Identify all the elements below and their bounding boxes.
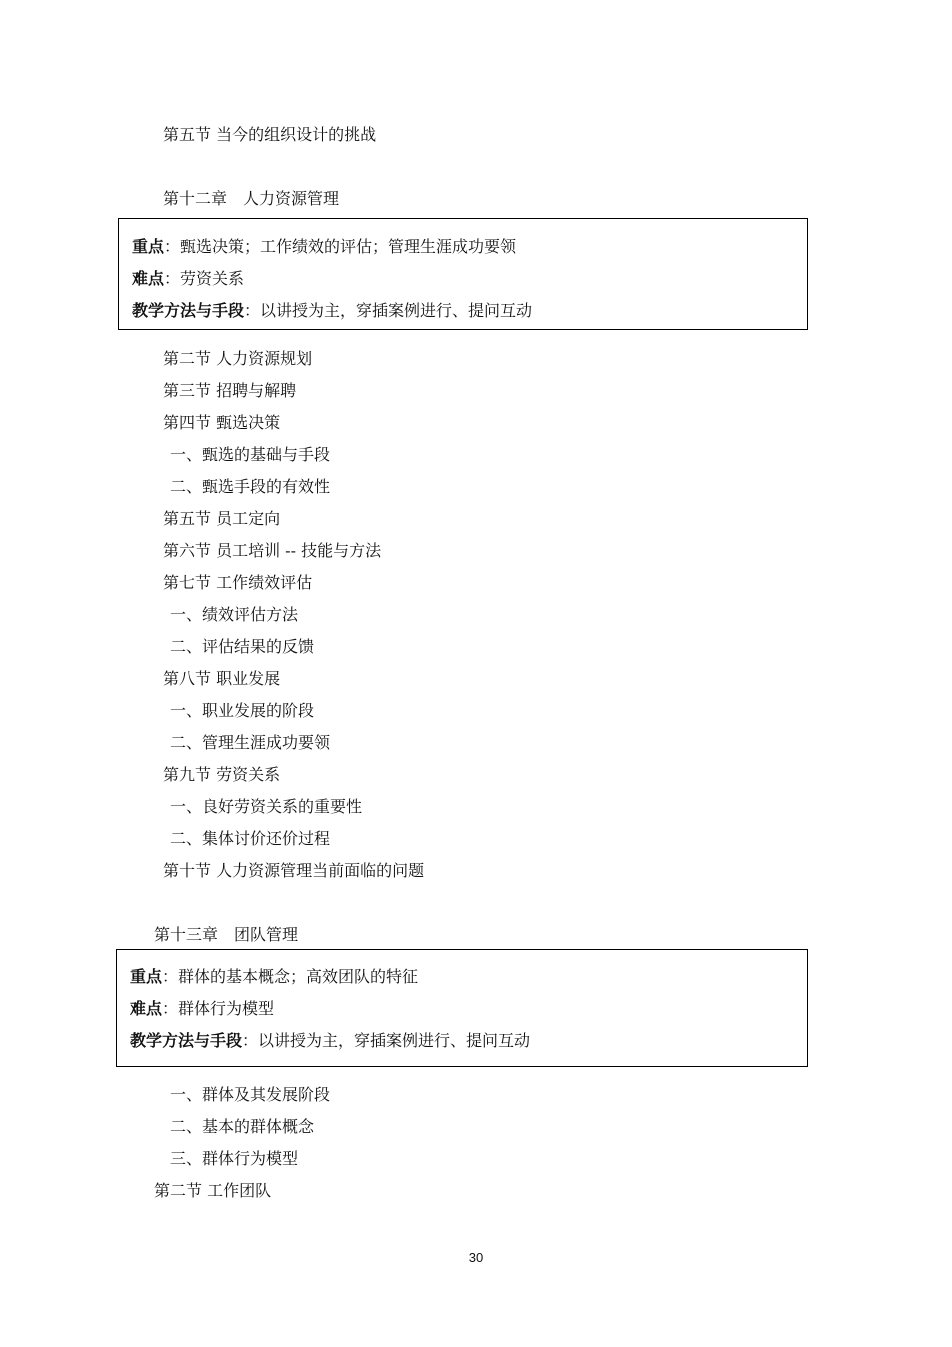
toc-item: 第八节 职业发展 xyxy=(163,669,281,688)
toc-subitem: 一、甄选的基础与手段 xyxy=(170,445,331,464)
toc-subitem: 一、职业发展的阶段 xyxy=(170,701,315,720)
difficulties-label: 难点 xyxy=(130,999,163,1018)
difficulties-row xyxy=(130,999,274,1019)
toc-subitem: 一、良好劳资关系的重要性 xyxy=(170,797,363,816)
chapter-summary-box xyxy=(118,218,808,330)
toc-subitem: 二、集体讨价还价过程 xyxy=(170,829,331,848)
toc-item: 第六节 员工培训 -- 技能与方法 xyxy=(163,541,382,560)
chapter-heading: 第十三章 团队管理 xyxy=(154,925,299,944)
key-points-text: ：群体的基本概念；高效团队的特征 xyxy=(162,967,419,986)
toc-item: 第七节 工作绩效评估 xyxy=(163,573,313,592)
teaching-method-row xyxy=(132,301,532,321)
chapter-summary-box xyxy=(116,949,808,1067)
key-points-row xyxy=(130,967,418,987)
difficulties-text: ：群体行为模型 xyxy=(162,999,275,1018)
page-number: 30 xyxy=(468,1250,484,1265)
toc-subitem: 一、群体及其发展阶段 xyxy=(170,1085,331,1104)
difficulties-label: 难点 xyxy=(132,269,165,288)
teaching-method-label: 教学方法与手段 xyxy=(130,1031,243,1050)
teaching-method-label: 教学方法与手段 xyxy=(132,301,245,320)
difficulties-text: ：劳资关系 xyxy=(164,269,245,288)
toc-subitem: 三、群体行为模型 xyxy=(170,1149,299,1168)
key-points-label: 重点 xyxy=(130,967,163,986)
key-points-text: ：甄选决策；工作绩效的评估；管理生涯成功要领 xyxy=(164,237,517,256)
teaching-method-text: ：以讲授为主，穿插案例进行、提问互动 xyxy=(244,301,533,320)
toc-subitem: 二、评估结果的反馈 xyxy=(170,637,315,656)
section-heading: 第五节 当今的组织设计的挑战 xyxy=(163,125,377,144)
difficulties-row xyxy=(132,269,244,289)
toc-item: 第二节 工作团队 xyxy=(154,1181,272,1200)
toc-subitem: 一、绩效评估方法 xyxy=(170,605,299,624)
toc-item: 第五节 员工定向 xyxy=(163,509,281,528)
teaching-method-text: ：以讲授为主，穿插案例进行、提问互动 xyxy=(242,1031,531,1050)
toc-item: 第三节 招聘与解聘 xyxy=(163,381,297,400)
toc-subitem: 二、基本的群体概念 xyxy=(170,1117,315,1136)
chapter-heading: 第十二章 人力资源管理 xyxy=(163,189,340,208)
toc-subitem: 二、管理生涯成功要领 xyxy=(170,733,331,752)
toc-item: 第二节 人力资源规划 xyxy=(163,349,313,368)
key-points-label: 重点 xyxy=(132,237,165,256)
toc-item: 第九节 劳资关系 xyxy=(163,765,281,784)
toc-item: 第四节 甄选决策 xyxy=(163,413,281,432)
toc-item: 第十节 人力资源管理当前面临的问题 xyxy=(163,861,425,880)
teaching-method-row xyxy=(130,1031,530,1051)
toc-subitem: 二、甄选手段的有效性 xyxy=(170,477,331,496)
key-points-row xyxy=(132,237,516,257)
